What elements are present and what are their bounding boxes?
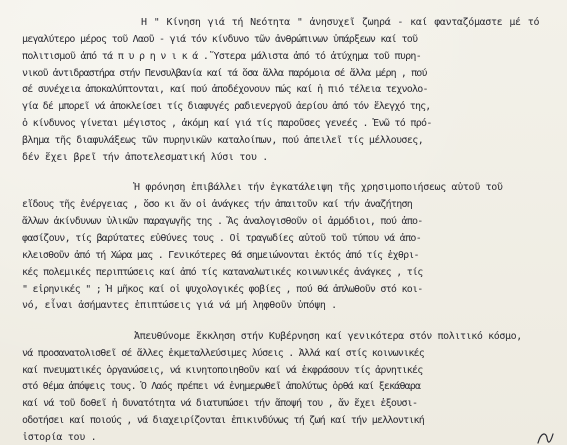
paragraph-3-line-3: καί πνευματικές ὀργανώσεις, νά κινητοποιηθοῦν καί νά ἐκφράσουν τίς ἀρνητικές: [22, 365, 423, 376]
paragraph-1-line-8: βλημα τῆς διαφυλάξεως τῶν πυρηνικῶν καταλοίπων, πού ἀπειλεῖ τίς μέλλουσες,: [22, 135, 424, 146]
paragraph-3-line-1: Ἀπευθύνομε ἔκκληση στήν Κυβέρνηση καί γενικότερα στόν πολιτικό κόσμο,: [134, 331, 522, 342]
paragraph-1-line-5: σέ συνέχεια ἀποκαλύπτονται, καί πού ἀποδέχονουν πώς καί ἡ πιό τέλεια τεχνολο-: [22, 84, 428, 95]
paragraph-1-line-9: δέν ἔχει βρεῖ τήν ἀποτελεσματική λύσι του .: [22, 152, 268, 163]
paragraph-1-line-3: πολιτισμοῦ ἀπό τά π υ ρ η ν ι κ ά . Ὕστερα μάλιστα ἀπό τό ἀτύχημα τοῦ πυρη-: [22, 51, 422, 62]
paragraph-3-line-7: ἱστορία του .: [22, 432, 97, 443]
paragraph-3-line-4: στό θέμα ἀπόψεις τους. Ὁ Λαός πρέπει νά ἐνημερωθεῖ ἀπολύτως ὀρθά καί ξεκάθαρα: [22, 381, 421, 392]
paragraph-2-line-7: " εἰρηνικές " ; Ἡ μῆκος καί οἱ ψυχολογικές φοβίες , πού θά ἀπλωθοῦν στό κοι-: [22, 284, 423, 295]
paragraph-3-line-5: καί νά τοῦ δοθεῖ ἡ δυνατότητα νά διατυπώσει τήν ἄποψή του , ἄν ἔχει ἐξουσι-: [22, 398, 418, 409]
paragraph-1-line-4: νικοῦ ἀντιδραστήρα στήν Πενσυλβανία καί τά ὅσα ἄλλα παρόμοια σέ ἄλλα μέρη , πού: [22, 68, 427, 79]
paragraph-2-line-8: νό, εἶναι ἀσήμαντες ἐπιπτώσεις γιά νά μή ληφθοῦν ὑπόψη .: [22, 300, 337, 311]
paragraph-1-line-2: μεγαλύτερο μέρος τοῦ Λαοῦ - γιά τόν κίνδυνο τῶν ἀνθρώπινων ὑπάρξεων καί τοῦ: [22, 34, 418, 45]
paragraph-1-line-7: ὁ κίνδυνος γίνεται μέγιστος , ἀκόμη καί γιά τίς παροῦσες γενεές . Ἐνῶ τό πρό-: [22, 118, 432, 129]
paragraph-2-line-4: φασίζουν, τίς βαρύτατες εὐθύνες τους . Οἱ τραγωδίες αὐτοῦ τοῦ τύπου νά ἀπο-: [22, 233, 422, 244]
paragraph-2-line-3: ἄλλων ἀκίνδυνων ὑλικῶν παραγωγῆς της . Ἄς ἀναλογισθοῦν οἱ ἁρμόδιοι, πού ἀπο-: [22, 216, 423, 227]
paragraph-1-line-1: Η " Κίνηση γιά τή Νεότητα " ἀνησυχεῖ ζωηρά - καί φανταζόμαστε μέ τό: [141, 17, 540, 28]
handwritten-mark: [535, 430, 555, 445]
paragraph-2-line-2: εἴδους τῆς ἐνέργειας , ὅσο κι ἄν οἱ ἀνάγκες τήν ἀπαιτοῦν καί τήν ἀναζήτηση: [22, 199, 413, 210]
paragraph-2-line-5: κλεισθοῦν ἀπό τή Χώρα μας . Γενικότερες θά σημειώνονται ἐκτός ἀπό τίς ἐχθρι-: [22, 250, 419, 261]
paragraph-3-line-2: νά προσανατολισθεῖ σέ ἄλλες ἐκμεταλλεύσιμες λύσεις . Ἀλλά καί στίς κοινωνικές: [22, 348, 424, 359]
paragraph-3-line-6: οδοτήσει καί ποιούς , νά διαχειρίζονται ἐπικινδύνως τή ζωή καί τήν μελλοντική: [22, 415, 424, 426]
paragraph-1-line-6: γία δέ μπορεῖ νά ἀποκλείσει τίς διαφυγές ραδιενεργοῦ ἀερίου ἀπό τόν ἔλεγχό της,: [22, 101, 431, 112]
paragraph-2-line-1: Ἡ φρόνηση ἐπιβάλλει τήν ἐγκατάλειψη τῆς χρησιμοποιήσεως αὐτοῦ τοῦ: [134, 182, 503, 193]
paragraph-2-line-6: κές πολεμικές περιπτώσεις καί ἀπό τίς καταναλωτικές κοινωνικές ἀνάγκες , τίς: [22, 267, 423, 278]
